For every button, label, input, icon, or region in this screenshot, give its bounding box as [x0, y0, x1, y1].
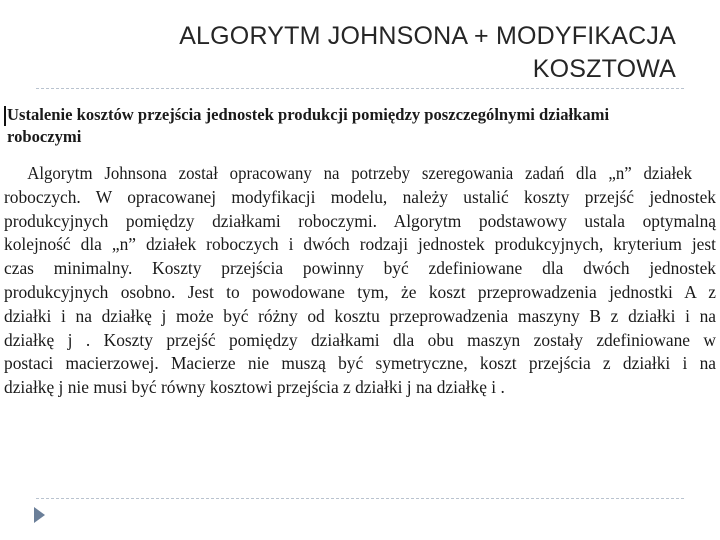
paragraph-line: postaci macierzowej. Macierze nie muszą być symetryczne, koszt przejścia z działki i na: [4, 353, 716, 374]
paragraph-line: działkę j . Koszty przejść pomiędzy działkami dla obu maszyn zostały zdefiniowane w: [4, 329, 716, 350]
document-excerpt: [4, 104, 716, 400]
triangle-right-icon[interactable]: [34, 507, 45, 523]
section-heading: [7, 104, 716, 148]
slide-title-line-2: KOSZTOWA: [532, 55, 676, 83]
paragraph-line: działki i na działkę j może być różny od kosztu przeprowadzenia maszyny B z działki i na: [4, 305, 716, 326]
bottom-divider: [36, 498, 684, 499]
paragraph-line: kolejność dla „n” działek roboczych i dwóch rodzaji jednostek produkcyjnych, kryterium jest: [4, 234, 716, 255]
paragraph-line: roboczych. W opracowanej modyfikacji modelu, należy ustalić koszty przejść jednostek: [4, 186, 716, 207]
slide-title-line-1: ALGORYTM JOHNSONA + MODYFIKACJA: [179, 22, 676, 50]
paragraph-line: czas minimalny. Koszty przejścia powinny być zdefiniowane dla dwóch jednostek: [4, 258, 716, 279]
top-divider: [36, 88, 684, 89]
slide-title: [100, 20, 676, 86]
section-heading-line-1: Ustalenie kosztów przejścia jednostek produkcji pomiędzy poszczególnymi działkami: [7, 105, 610, 124]
section-heading-line-2: roboczymi: [7, 127, 82, 146]
paragraph-line: działkę j nie musi być równy kosztowi przejścia z działki j na działkę i .: [4, 377, 505, 398]
body-paragraph: [4, 162, 716, 400]
paragraph-line: Algorytm Johnsona został opracowany na potrzeby szeregowania zadań dla „n” działek: [27, 163, 692, 183]
paragraph-line: produkcyjnych osobno. Jest to powodowane tym, że koszt przeprowadzenia jednostki A z: [4, 281, 716, 302]
paragraph-line: produkcyjnych pomiędzy działkami roboczymi. Algorytm podstawowy ustala optymalną: [4, 210, 716, 231]
